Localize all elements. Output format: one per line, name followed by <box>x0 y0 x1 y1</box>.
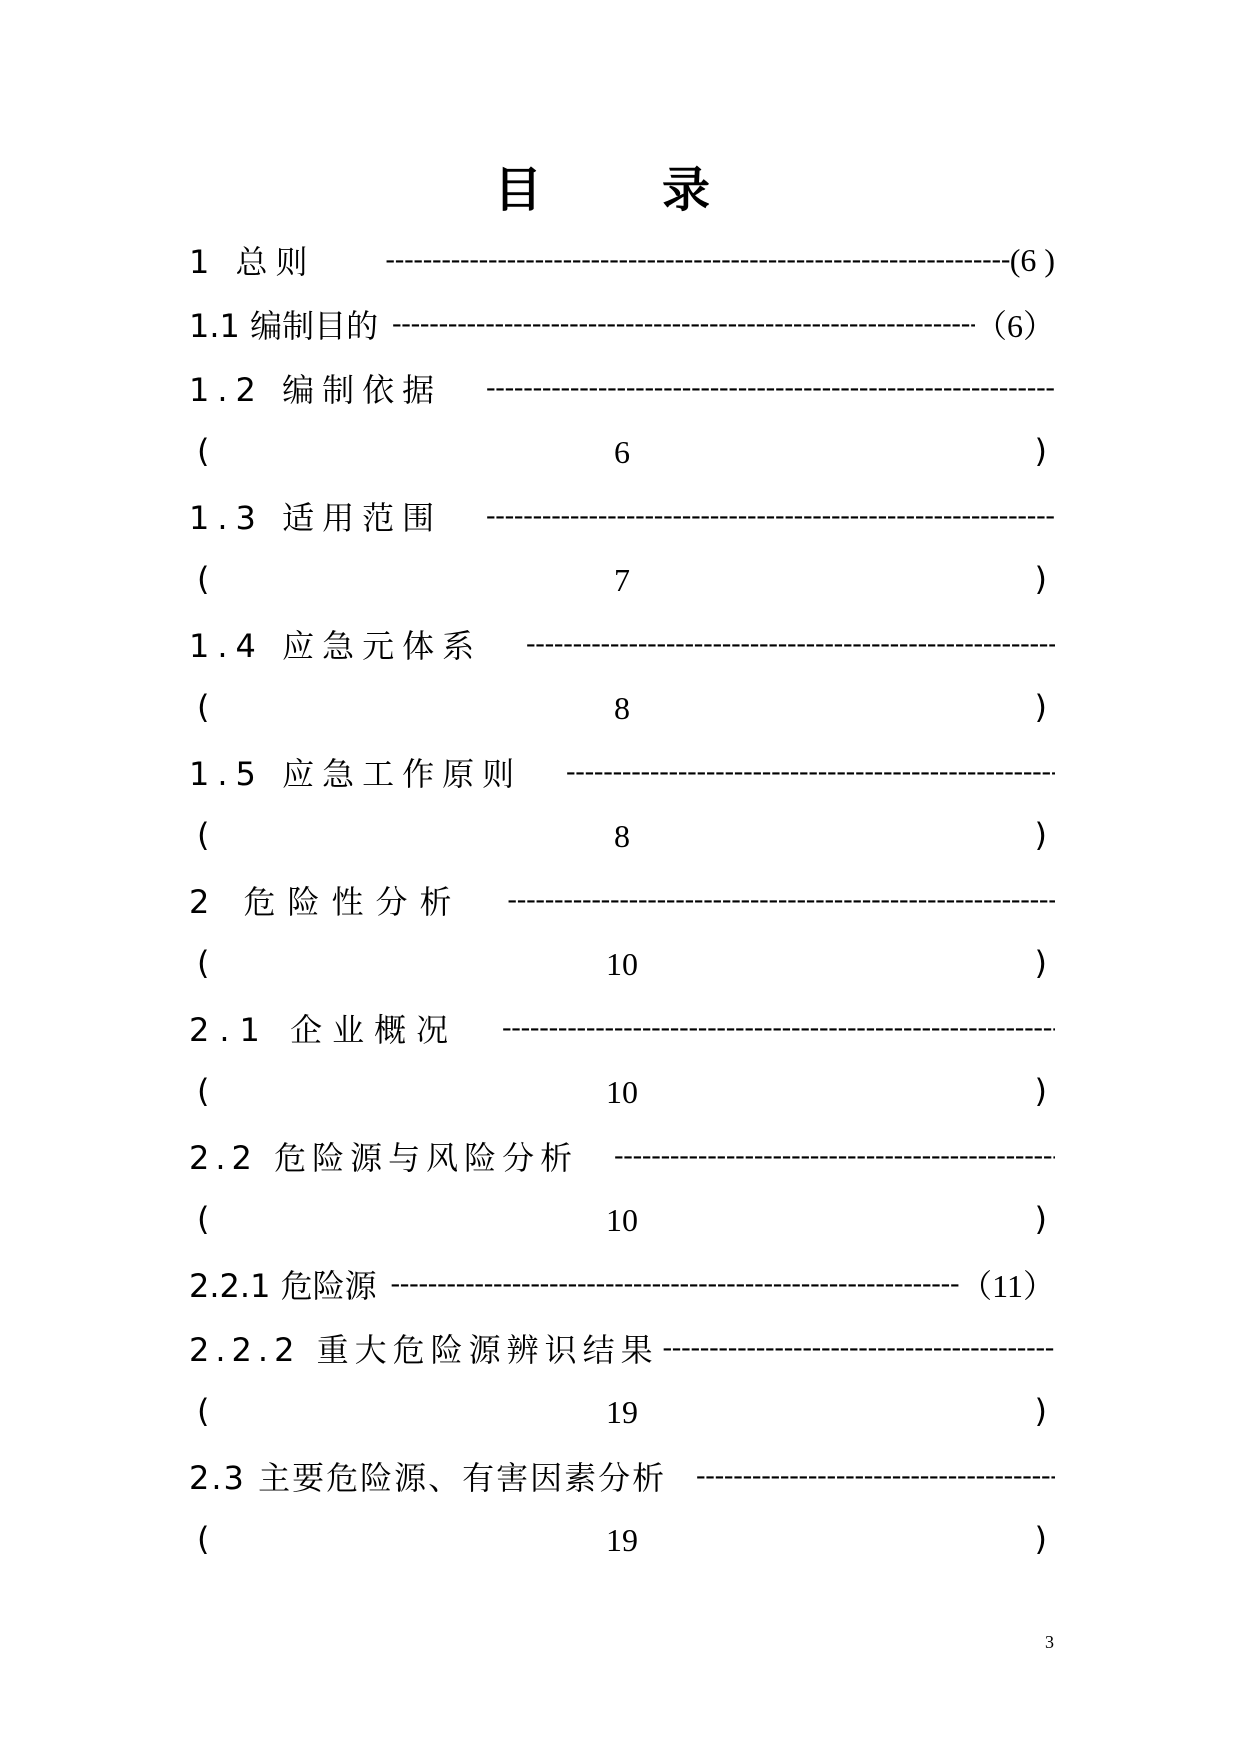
toc-entry-page: 8 <box>614 690 630 726</box>
toc-leader <box>526 628 1055 660</box>
toc-entry[interactable] <box>189 1444 1055 1508</box>
toc-leader <box>508 884 1055 916</box>
toc-entry-page: 10 <box>606 1202 638 1238</box>
toc-paren-open: ( <box>197 560 210 598</box>
toc-paren-open: ( <box>197 1200 210 1238</box>
toc-entry-label: 2.2.1 危险源 <box>189 1267 377 1305</box>
toc-entry-page: （11） <box>960 1268 1055 1304</box>
toc-paren-close: ) <box>1034 1520 1047 1558</box>
toc-page-line <box>189 1508 1055 1572</box>
toc-paren-close: ) <box>1034 1072 1047 1110</box>
toc-entry[interactable] <box>189 740 1055 804</box>
toc-entry[interactable] <box>189 1124 1055 1188</box>
toc-entry[interactable] <box>189 996 1055 1060</box>
toc-entry-label: 1.4 应急元体系 <box>189 627 483 665</box>
toc-leader <box>386 244 1010 276</box>
toc-entry-page: 8 <box>614 818 630 854</box>
toc-entry-page: （6） <box>974 308 1055 344</box>
toc-leader <box>566 756 1055 788</box>
toc-entry-label: 2.3 主要危险源、有害因素分析 <box>189 1459 667 1497</box>
toc-entry-page: 10 <box>606 946 638 982</box>
toc-entry-label: 1.5 应急工作原则 <box>189 755 523 793</box>
toc-entry-page: 10 <box>606 1074 638 1110</box>
toc-entry[interactable] <box>189 228 1055 292</box>
toc-page-line <box>189 1188 1055 1252</box>
toc-page-line <box>189 548 1055 612</box>
toc-entry[interactable] <box>189 1316 1055 1380</box>
toc-paren-close: ) <box>1034 1200 1047 1238</box>
toc-entry[interactable] <box>189 356 1055 420</box>
toc-entry[interactable] <box>189 1252 1055 1316</box>
toc-entry-label: 2.1 企业概况 <box>189 1011 459 1049</box>
toc-paren-close: ) <box>1034 944 1047 982</box>
toc-page-line <box>189 1380 1055 1444</box>
toc-entry-label: 2.2.2 重大危险源辨识结果 <box>189 1331 659 1369</box>
toc-entry-label: 2 危险性分析 <box>189 883 464 921</box>
toc-paren-close: ) <box>1034 688 1047 726</box>
toc-paren-open: ( <box>197 1392 210 1430</box>
toc-entry-label: 1.1 编制目的 <box>189 307 379 345</box>
toc-entry-label: 2.2 危险源与风险分析 <box>189 1139 579 1177</box>
toc-entry-page: 19 <box>606 1394 638 1430</box>
toc-paren-close: ) <box>1034 560 1047 598</box>
toc-leader <box>486 500 1055 532</box>
toc-entry-label: 1.3 适用范围 <box>189 499 443 537</box>
toc-entry-page: 19 <box>606 1522 638 1558</box>
toc-page-line <box>189 932 1055 996</box>
toc-paren-open: ( <box>197 688 210 726</box>
toc-paren-open: ( <box>197 944 210 982</box>
toc-entry-page: 7 <box>614 562 630 598</box>
toc-entry[interactable] <box>189 292 1055 356</box>
toc-entry-label: 1 总则 <box>189 243 316 281</box>
toc-entry[interactable] <box>189 868 1055 932</box>
toc-title: 目 录 <box>493 162 746 218</box>
toc-paren-open: ( <box>197 1520 210 1558</box>
toc-leader <box>614 1140 1055 1172</box>
toc-entry[interactable] <box>189 484 1055 548</box>
toc-paren-close: ) <box>1034 816 1047 854</box>
page-number: 3 <box>1045 1632 1054 1652</box>
toc-leader <box>502 1012 1055 1044</box>
toc-paren-open: ( <box>197 432 210 470</box>
toc-paren-close: ) <box>1034 1392 1047 1430</box>
toc-page-line <box>189 420 1055 484</box>
toc-entry-page: (6 ) <box>1009 241 1055 278</box>
toc-entry[interactable] <box>189 612 1055 676</box>
toc-leader <box>392 308 975 340</box>
toc-leader <box>696 1460 1055 1492</box>
toc-leader <box>486 372 1055 404</box>
toc-entry-label: 1.2 编制依据 <box>189 371 443 409</box>
toc-paren-open: ( <box>197 1072 210 1110</box>
toc-paren-close: ) <box>1034 432 1047 470</box>
toc-paren-open: ( <box>197 816 210 854</box>
toc-page-line <box>189 1060 1055 1124</box>
toc-leader <box>391 1268 961 1300</box>
toc-page-line <box>189 804 1055 868</box>
toc-entry-page: 6 <box>614 434 630 470</box>
toc-page-line <box>189 676 1055 740</box>
toc-leader <box>663 1332 1055 1364</box>
